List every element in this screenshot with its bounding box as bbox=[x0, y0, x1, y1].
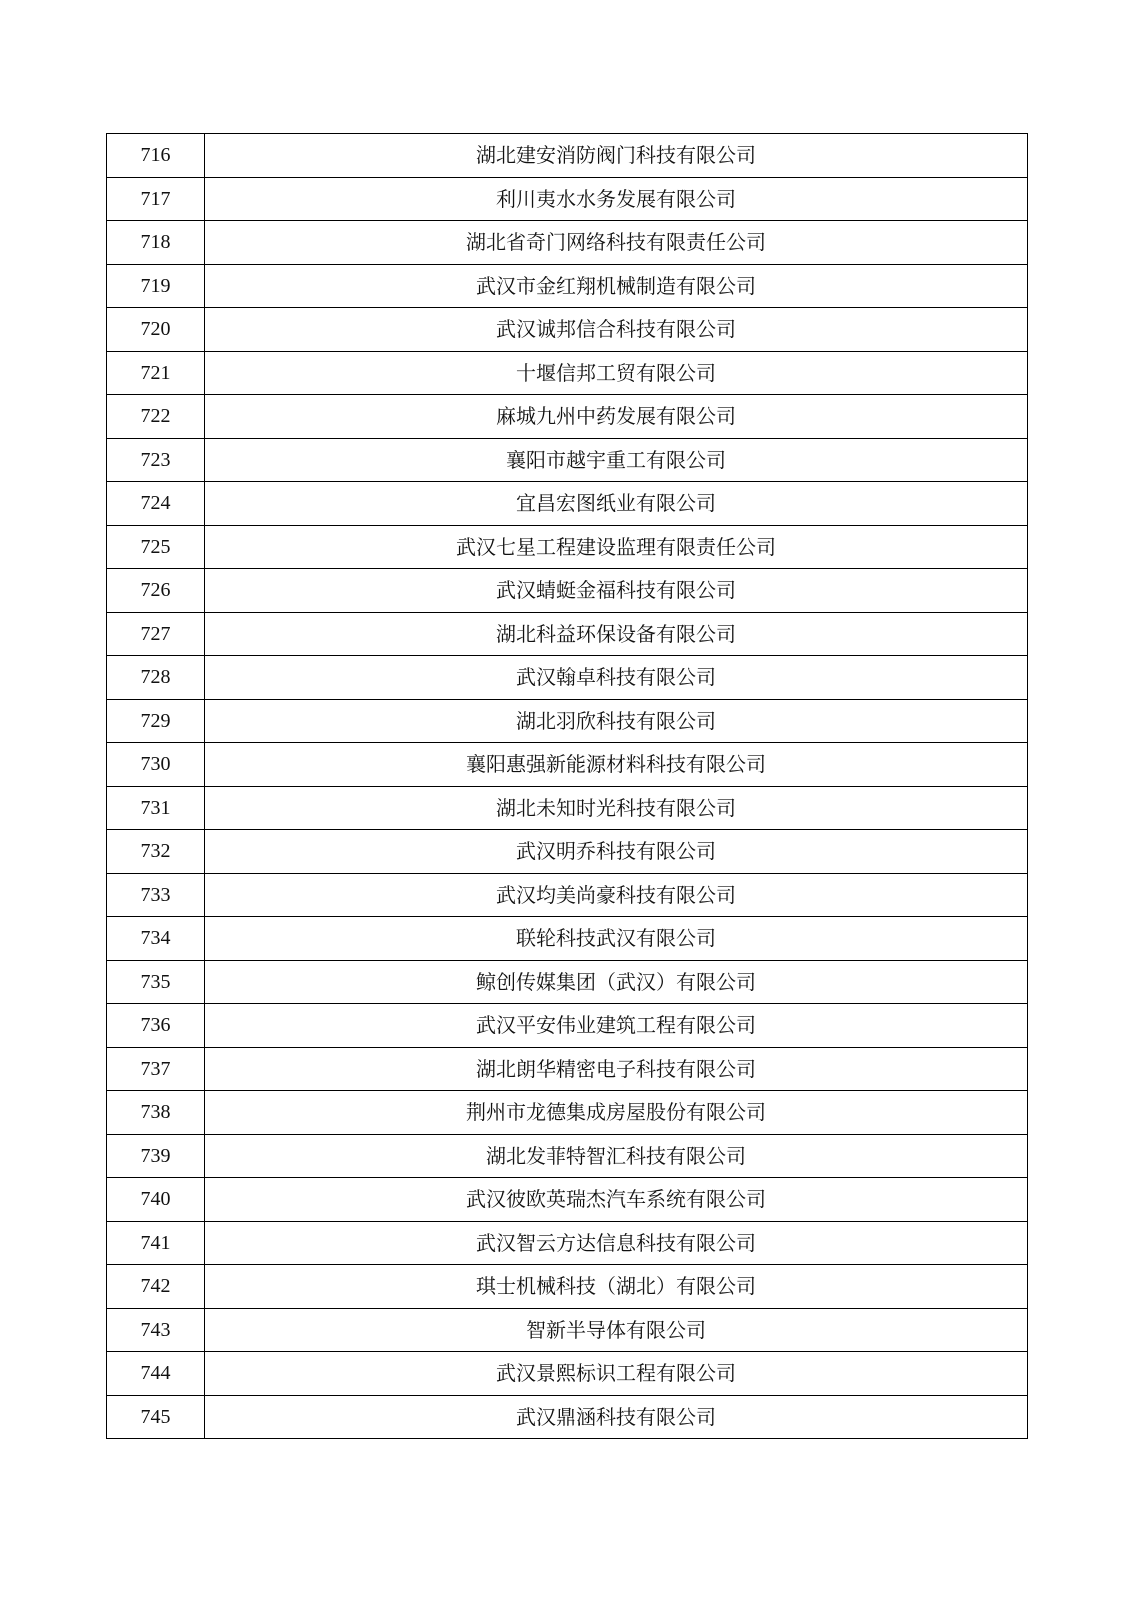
table-row bbox=[107, 1004, 1028, 1048]
company-name: 湖北羽欣科技有限公司 bbox=[205, 699, 1028, 743]
company-name: 武汉鼎涵科技有限公司 bbox=[205, 1395, 1028, 1439]
row-number: 734 bbox=[107, 917, 205, 961]
row-number: 738 bbox=[107, 1091, 205, 1135]
company-name: 利川夷水水务发展有限公司 bbox=[205, 177, 1028, 221]
table-row bbox=[107, 1308, 1028, 1352]
company-name: 武汉景熙标识工程有限公司 bbox=[205, 1352, 1028, 1396]
row-number: 739 bbox=[107, 1134, 205, 1178]
table-row bbox=[107, 438, 1028, 482]
table-row bbox=[107, 134, 1028, 178]
company-name: 麻城九州中药发展有限公司 bbox=[205, 395, 1028, 439]
table-row bbox=[107, 221, 1028, 265]
table-row bbox=[107, 656, 1028, 700]
table-row bbox=[107, 1395, 1028, 1439]
table-row bbox=[107, 308, 1028, 352]
table-row bbox=[107, 1265, 1028, 1309]
company-name: 联轮科技武汉有限公司 bbox=[205, 917, 1028, 961]
row-number: 731 bbox=[107, 786, 205, 830]
company-name: 襄阳市越宇重工有限公司 bbox=[205, 438, 1028, 482]
table-row bbox=[107, 177, 1028, 221]
table-row bbox=[107, 612, 1028, 656]
row-number: 737 bbox=[107, 1047, 205, 1091]
row-number: 728 bbox=[107, 656, 205, 700]
table-body bbox=[107, 134, 1028, 1439]
company-name: 智新半导体有限公司 bbox=[205, 1308, 1028, 1352]
table-row bbox=[107, 1134, 1028, 1178]
company-name: 湖北省奇门网络科技有限责任公司 bbox=[205, 221, 1028, 265]
company-list-table bbox=[106, 133, 1028, 1439]
row-number: 727 bbox=[107, 612, 205, 656]
table-row bbox=[107, 1221, 1028, 1265]
company-name: 湖北朗华精密电子科技有限公司 bbox=[205, 1047, 1028, 1091]
table-row bbox=[107, 569, 1028, 613]
row-number: 726 bbox=[107, 569, 205, 613]
company-name: 武汉翰卓科技有限公司 bbox=[205, 656, 1028, 700]
row-number: 730 bbox=[107, 743, 205, 787]
company-name: 武汉彼欧英瑞杰汽车系统有限公司 bbox=[205, 1178, 1028, 1222]
row-number: 718 bbox=[107, 221, 205, 265]
row-number: 745 bbox=[107, 1395, 205, 1439]
row-number: 717 bbox=[107, 177, 205, 221]
row-number: 743 bbox=[107, 1308, 205, 1352]
table-row bbox=[107, 395, 1028, 439]
company-name: 荆州市龙德集成房屋股份有限公司 bbox=[205, 1091, 1028, 1135]
company-name: 武汉蜻蜓金福科技有限公司 bbox=[205, 569, 1028, 613]
table-row bbox=[107, 482, 1028, 526]
company-name: 武汉均美尚豪科技有限公司 bbox=[205, 873, 1028, 917]
table-row bbox=[107, 917, 1028, 961]
row-number: 741 bbox=[107, 1221, 205, 1265]
table-row bbox=[107, 1047, 1028, 1091]
company-name: 武汉明乔科技有限公司 bbox=[205, 830, 1028, 874]
company-name: 宜昌宏图纸业有限公司 bbox=[205, 482, 1028, 526]
row-number: 732 bbox=[107, 830, 205, 874]
row-number: 735 bbox=[107, 960, 205, 1004]
row-number: 722 bbox=[107, 395, 205, 439]
company-name: 湖北未知时光科技有限公司 bbox=[205, 786, 1028, 830]
table-row bbox=[107, 830, 1028, 874]
company-name: 十堰信邦工贸有限公司 bbox=[205, 351, 1028, 395]
company-name: 武汉市金红翔机械制造有限公司 bbox=[205, 264, 1028, 308]
company-name: 武汉七星工程建设监理有限责任公司 bbox=[205, 525, 1028, 569]
table-row bbox=[107, 1352, 1028, 1396]
row-number: 736 bbox=[107, 1004, 205, 1048]
company-name: 襄阳惠强新能源材料科技有限公司 bbox=[205, 743, 1028, 787]
company-name: 武汉智云方达信息科技有限公司 bbox=[205, 1221, 1028, 1265]
company-name: 湖北科益环保设备有限公司 bbox=[205, 612, 1028, 656]
table-row bbox=[107, 873, 1028, 917]
table-row bbox=[107, 960, 1028, 1004]
row-number: 723 bbox=[107, 438, 205, 482]
row-number: 725 bbox=[107, 525, 205, 569]
table-row bbox=[107, 786, 1028, 830]
company-name: 鲸创传媒集团（武汉）有限公司 bbox=[205, 960, 1028, 1004]
table-row bbox=[107, 699, 1028, 743]
row-number: 742 bbox=[107, 1265, 205, 1309]
company-name: 湖北建安消防阀门科技有限公司 bbox=[205, 134, 1028, 178]
row-number: 740 bbox=[107, 1178, 205, 1222]
row-number: 729 bbox=[107, 699, 205, 743]
company-name: 武汉平安伟业建筑工程有限公司 bbox=[205, 1004, 1028, 1048]
company-name: 湖北发菲特智汇科技有限公司 bbox=[205, 1134, 1028, 1178]
row-number: 720 bbox=[107, 308, 205, 352]
row-number: 733 bbox=[107, 873, 205, 917]
table-row bbox=[107, 264, 1028, 308]
company-name: 琪士机械科技（湖北）有限公司 bbox=[205, 1265, 1028, 1309]
company-name: 武汉诚邦信合科技有限公司 bbox=[205, 308, 1028, 352]
row-number: 724 bbox=[107, 482, 205, 526]
table-row bbox=[107, 1091, 1028, 1135]
table-row bbox=[107, 743, 1028, 787]
row-number: 719 bbox=[107, 264, 205, 308]
row-number: 721 bbox=[107, 351, 205, 395]
table-row bbox=[107, 525, 1028, 569]
table-row bbox=[107, 1178, 1028, 1222]
row-number: 744 bbox=[107, 1352, 205, 1396]
table-row bbox=[107, 351, 1028, 395]
row-number: 716 bbox=[107, 134, 205, 178]
